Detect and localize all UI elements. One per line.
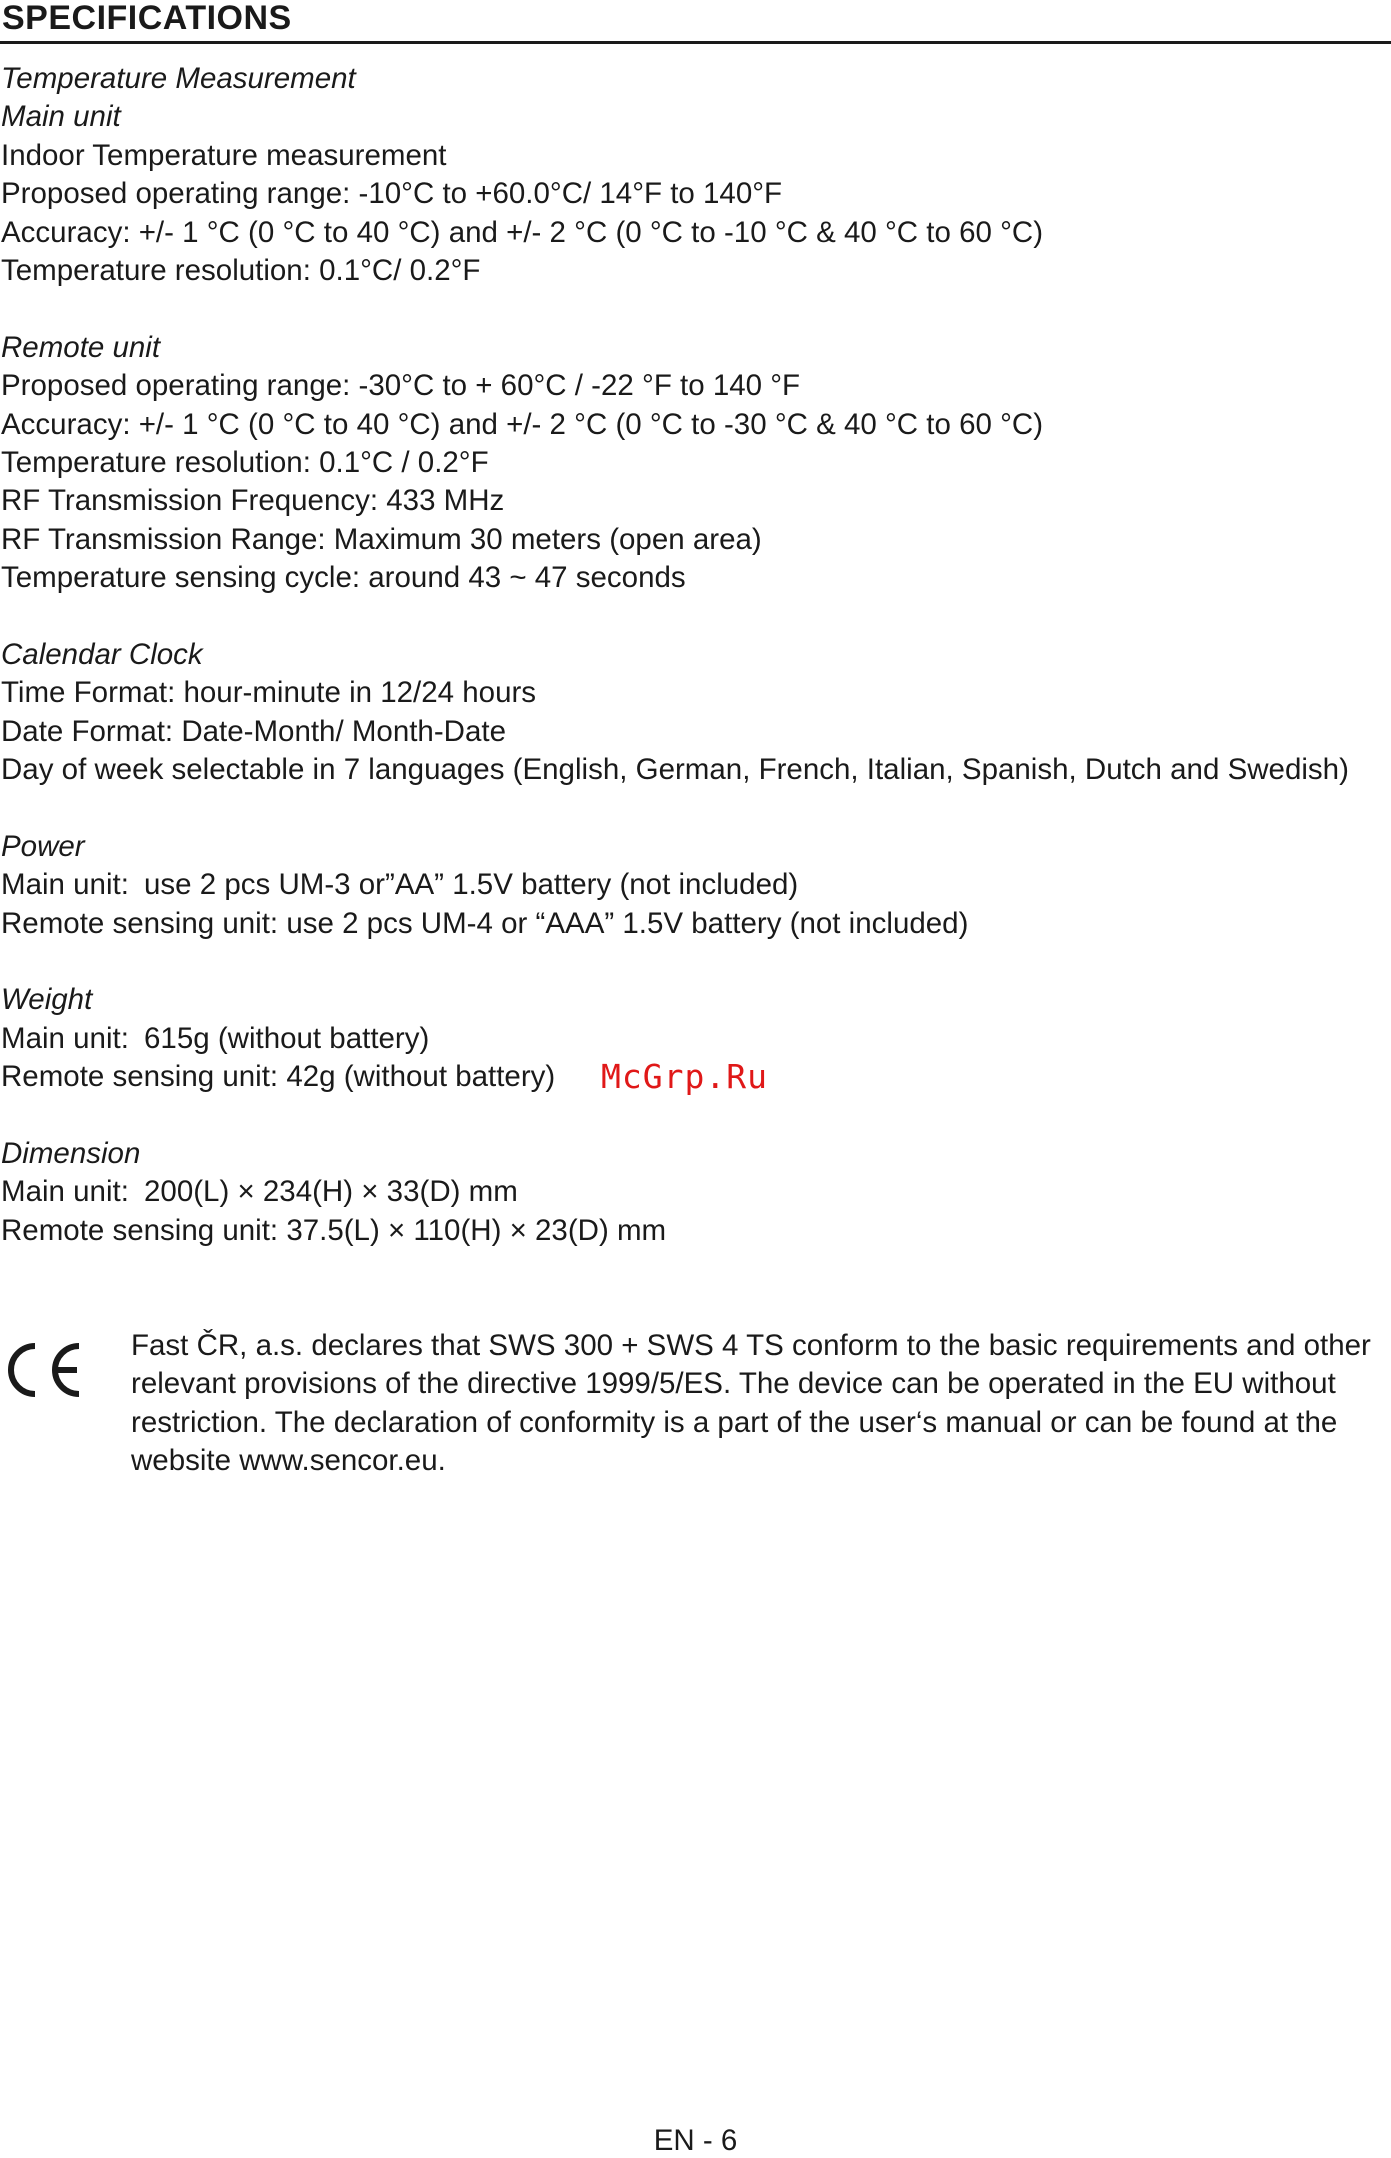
spacer [1,597,1386,635]
dimension-main-unit-line [1,1173,1386,1211]
power-main-unit-value: use 2 pcs UM-3 or”AA” 1.5V battery (not included) [144,868,799,902]
main-unit-subtitle: Main unit [1,100,121,134]
spacer [1,1097,1386,1135]
ce-mark-icon [3,1340,85,1400]
weight-main-unit-value: 615g (without battery) [144,1021,430,1055]
calendar-languages-line: Day of week selectable in 7 languages (English, German, French, Italian, Spanish, Dutch and Swedish) [1,753,1349,787]
dimension-remote-unit-line: Remote sensing unit: 37.5(L) × 110(H) × 23(D) mm [1,1213,667,1247]
weight-main-unit-label: Main unit: [1,1021,129,1055]
remote-unit-spec-line: Temperature sensing cycle: around 43 ~ 47 seconds [1,561,686,595]
remote-unit-spec-line: Accuracy: +/- 1 °C (0 °C to 40 °C) and +/- 2 °C (0 °C to -30 °C & 40 °C to 60 °C) [1,407,1044,441]
remote-unit-spec-line: RF Transmission Range: Maximum 30 meters (open area) [1,522,762,556]
remote-unit-subtitle: Remote unit [1,330,161,364]
dimension-title: Dimension [1,1136,141,1170]
spacer [1,290,1386,328]
main-unit-spec-line: Temperature resolution: 0.1°C/ 0.2°F [1,253,481,287]
power-title: Power [1,829,85,863]
page-number: EN - 6 [653,2124,738,2157]
calendar-spec-line: Time Format: hour-minute in 12/24 hours [1,676,537,710]
remote-unit-spec-line: RF Transmission Frequency: 433 MHz [1,484,505,518]
power-remote-unit-line: Remote sensing unit: use 2 pcs UM-4 or “AAA” 1.5V battery (not included) [1,906,969,940]
main-unit-spec-line: Accuracy: +/- 1 °C (0 °C to 40 °C) and +/- 2 °C (0 °C to -10 °C & 40 °C to 60 °C) [1,215,1044,249]
remote-unit-spec-line: Temperature resolution: 0.1°C / 0.2°F [1,445,489,479]
remote-unit-spec-line: Proposed operating range: -30°C to + 60°C / -22 °F to 140 °F [1,369,801,403]
weight-remote-unit-line: Remote sensing unit: 42g (without battery) [1,1060,556,1094]
dimension-main-unit-value: 200(L) × 234(H) × 33(D) mm [144,1175,518,1209]
weight-main-unit-line [1,1020,1386,1058]
ce-declaration-text: Fast ČR, a.s. declares that SWS 300 + SWS 4 TS conform to the basic requirements and other relevant provisions of the directive 1999/5/ES. The device can be operated in the EU without restriction. The declaration of conformity is a part of the user‘s manual or can be found at the website www.sencor.eu. [131,1329,1371,1478]
heading-divider [0,41,1391,44]
page-heading: SPECIFICATIONS [2,0,292,37]
power-main-unit-label: Main unit: [1,868,129,902]
watermark-logo: McGrp.Ru [601,1057,768,1096]
spacer [1,789,1386,827]
calendar-spec-line: Date Format: Date-Month/ Month-Date [1,714,506,748]
power-main-unit-line [1,866,1386,904]
main-unit-spec-line: Indoor Temperature measurement [1,138,447,172]
weight-title: Weight [1,983,93,1017]
temperature-section-title: Temperature Measurement [1,62,356,95]
spacer [1,943,1386,981]
calendar-clock-title: Calendar Clock [1,637,203,671]
dimension-main-unit-label: Main unit: [1,1175,129,1209]
main-unit-spec-line: Proposed operating range: -10°C to +60.0°C/ 14°F to 140°F [1,177,783,211]
ce-declaration [0,1327,1391,1487]
